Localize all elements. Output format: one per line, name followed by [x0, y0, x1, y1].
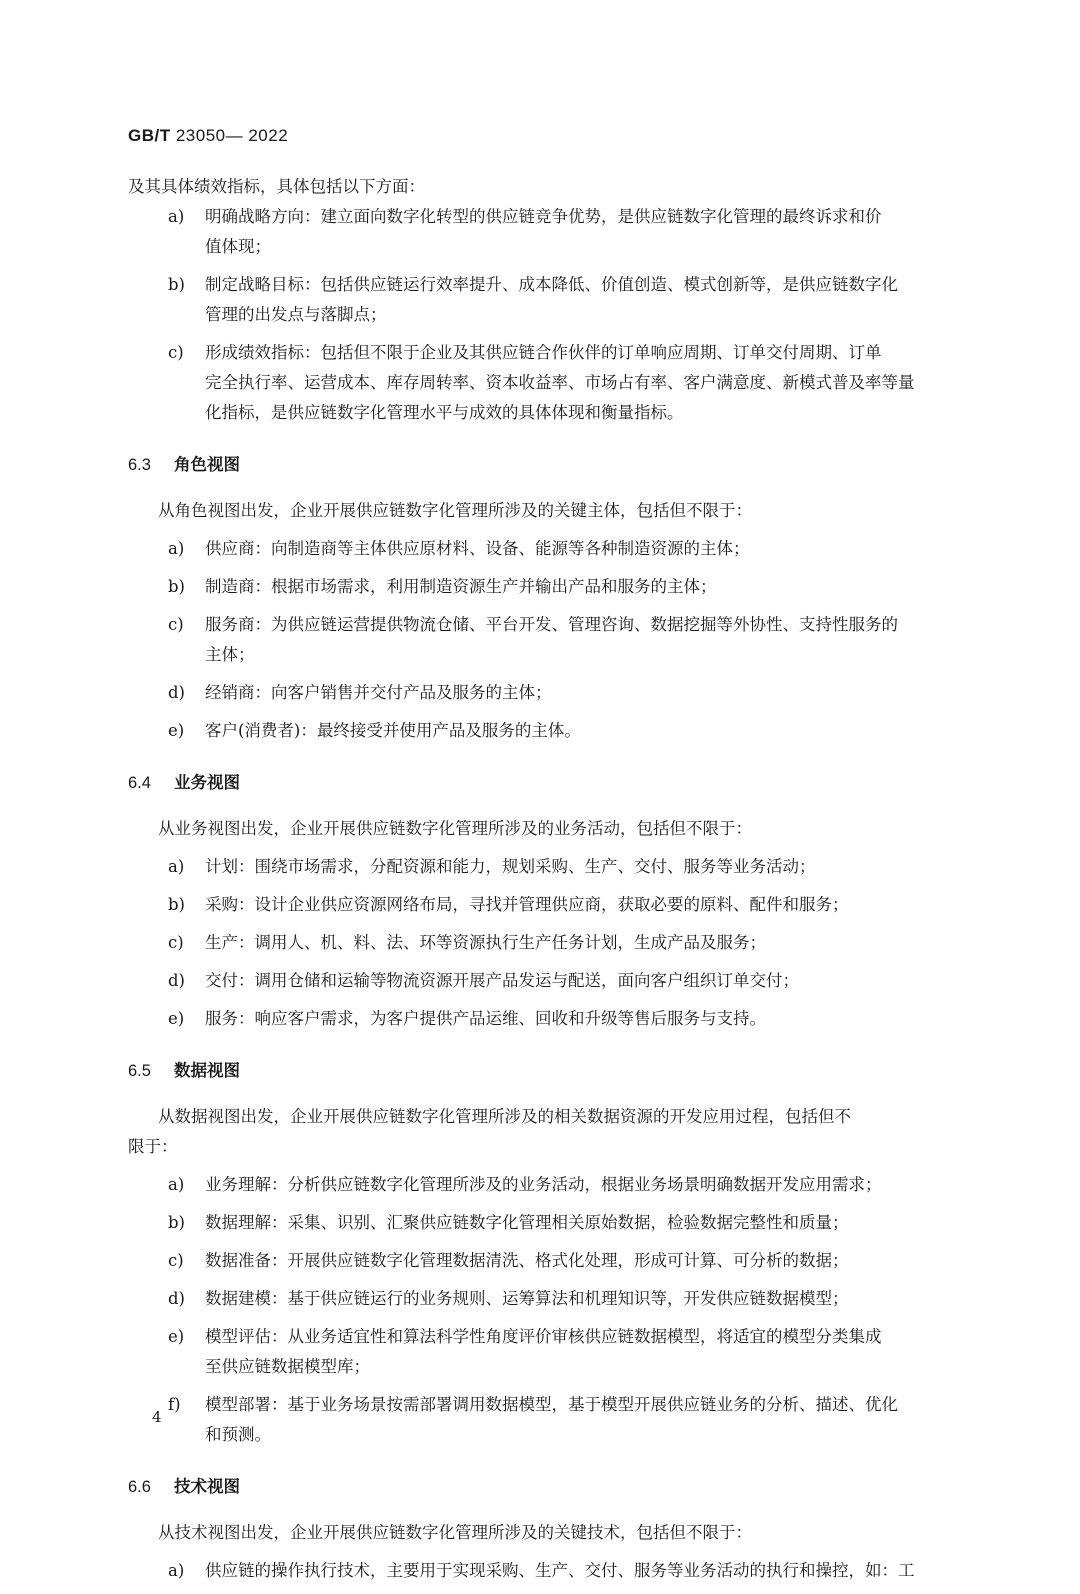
list-item	[128, 338, 960, 368]
item-spacer	[128, 1162, 960, 1170]
item-spacer	[128, 1034, 960, 1042]
standard-number: 23050— 2022	[170, 126, 289, 145]
list-item	[128, 678, 960, 708]
section-title: 数据视图	[174, 1061, 240, 1080]
section-list	[128, 534, 960, 754]
standard-code-header	[128, 126, 288, 146]
section-heading	[128, 1056, 960, 1086]
list-item	[128, 1004, 960, 1034]
section-intro: 从技术视图出发，企业开展供应链数字化管理所涉及的关键技术，包括但不限于：	[158, 1523, 752, 1542]
list-marker: a)	[168, 1175, 185, 1194]
list-item-text: 客户(消费者)：最终接受并使用产品及服务的主体。	[205, 721, 581, 740]
item-spacer	[128, 262, 960, 270]
list-marker: a)	[168, 539, 185, 558]
item-spacer	[128, 746, 960, 754]
list-marker: c)	[168, 1251, 184, 1270]
section-heading	[128, 768, 960, 798]
page-number: 4	[152, 1408, 162, 1426]
list-item	[128, 202, 960, 232]
standard-prefix: GB/T	[128, 126, 171, 145]
item-spacer	[128, 602, 960, 610]
list-marker: d)	[168, 971, 185, 990]
list-marker: b)	[168, 275, 185, 294]
section-6-5	[128, 1056, 960, 1458]
item-spacer	[128, 428, 960, 436]
item-spacer	[128, 1276, 960, 1284]
item-spacer	[128, 1200, 960, 1208]
section-6-4	[128, 768, 960, 1042]
list-item-text: 模型评估：从业务适宜性和算法科学性角度评价审核供应链数据模型，将适宜的模型分类集成	[205, 1327, 882, 1346]
list-item	[128, 1322, 960, 1352]
item-spacer	[128, 1382, 960, 1390]
list-item	[128, 1170, 960, 1200]
list-item-text: 模型部署：基于业务场景按需部署调用数据模型，基于模型开展供应链业务的分析、描述、优化	[205, 1395, 898, 1414]
section-number: 6.3	[128, 456, 151, 474]
item-spacer	[128, 882, 960, 890]
section-heading	[128, 1472, 960, 1502]
section-title: 技术视图	[174, 1477, 240, 1496]
list-item-continuation: 完全执行率、运营成本、库存周转率、资本收益率、市场占有率、客户满意度、新模式普及率等量	[205, 373, 915, 392]
item-spacer	[128, 1586, 960, 1594]
intro-paragraph: 及其具体绩效指标，具体包括以下方面：	[128, 177, 425, 196]
list-item	[128, 610, 960, 640]
list-item-continuation: 主体；	[205, 645, 255, 664]
list-item-text: 交付：调用仓储和运输等物流资源开展产品发运与配送，面向客户组织订单交付；	[205, 971, 799, 990]
list-item-continuation: 管理的出发点与落脚点；	[205, 305, 387, 324]
list-item	[128, 852, 960, 882]
list-item	[128, 966, 960, 996]
list-marker: b)	[168, 577, 185, 596]
item-spacer	[128, 526, 960, 534]
list-item-text: 明确战略方向：建立面向数字化转型的供应链竞争优势，是供应链数字化管理的最终诉求和价	[205, 207, 882, 226]
list-marker: a)	[168, 1561, 185, 1580]
list-item-text: 数据准备：开展供应链数字化管理数据清洗、格式化处理，形成可计算、可分析的数据；	[205, 1251, 849, 1270]
list-item-text: 数据理解：采集、识别、汇聚供应链数字化管理相关原始数据，检验数据完整性和质量；	[205, 1213, 849, 1232]
list-marker: d)	[168, 1289, 185, 1308]
list-item-text: 供应链的操作执行技术，主要用于实现采购、生产、交付、服务等业务活动的执行和操控，如：工	[205, 1561, 915, 1580]
list-item-text: 业务理解：分析供应链数字化管理所涉及的业务活动，根据业务场景明确数据开发应用需求；	[205, 1175, 882, 1194]
list-item	[128, 1556, 960, 1586]
item-spacer	[128, 1548, 960, 1556]
item-spacer	[128, 844, 960, 852]
item-spacer	[128, 564, 960, 572]
section-list	[128, 1170, 960, 1458]
section-number: 6.4	[128, 774, 151, 792]
list-item-continuation: 和预测。	[205, 1425, 271, 1444]
item-spacer	[128, 1450, 960, 1458]
section-title: 业务视图	[174, 773, 240, 792]
item-spacer	[128, 330, 960, 338]
item-spacer	[128, 670, 960, 678]
item-spacer	[128, 996, 960, 1004]
list-item-continuation: 化指标，是供应链数字化管理水平与成效的具体体现和衡量指标。	[205, 403, 684, 422]
section-list	[128, 1556, 960, 1594]
item-spacer	[128, 920, 960, 928]
list-marker: f)	[168, 1395, 181, 1414]
list-item	[128, 1208, 960, 1238]
list-item-text: 制造商：根据市场需求，利用制造资源生产并输出产品和服务的主体；	[205, 577, 717, 596]
list-marker: c)	[168, 615, 184, 634]
list-marker: a)	[168, 857, 185, 876]
list-item-text: 制定战略目标：包括供应链运行效率提升、成本降低、价值创造、模式创新等，是供应链数字化	[205, 275, 898, 294]
list-item-text: 服务商：为供应链运营提供物流仓储、平台开发、管理咨询、数据挖掘等外协性、支持性服务的	[205, 615, 898, 634]
list-marker: e)	[168, 1009, 185, 1028]
section-intro: 限于：	[128, 1137, 178, 1156]
list-item	[128, 534, 960, 564]
list-item-text: 供应商：向制造商等主体供应原材料、设备、能源等各种制造资源的主体；	[205, 539, 750, 558]
section-title: 角色视图	[174, 455, 240, 474]
list-item-text: 生产：调用人、机、料、法、环等资源执行生产任务计划，生成产品及服务；	[205, 933, 766, 952]
section-number: 6.6	[128, 1478, 151, 1496]
section-intro: 从数据视图出发，企业开展供应链数字化管理所涉及的相关数据资源的开发应用过程，包括但不	[158, 1107, 851, 1126]
section-heading	[128, 450, 960, 480]
item-spacer	[128, 958, 960, 966]
section-6-6	[128, 1472, 960, 1594]
list-item	[128, 572, 960, 602]
list-item-text: 采购：设计企业供应资源网络布局，寻找并管理供应商，获取必要的原料、配件和服务；	[205, 895, 849, 914]
list-item	[128, 890, 960, 920]
section-number: 6.5	[128, 1062, 151, 1080]
list-item-text: 服务：响应客户需求，为客户提供产品运维、回收和升级等售后服务与支持。	[205, 1009, 766, 1028]
list-item	[128, 1246, 960, 1276]
list-marker: e)	[168, 1327, 185, 1346]
list-marker: d)	[168, 683, 185, 702]
list-item-text: 计划：围绕市场需求，分配资源和能力，规划采购、生产、交付、服务等业务活动；	[205, 857, 816, 876]
list-item-text: 经销商：向客户销售并交付产品及服务的主体；	[205, 683, 552, 702]
item-spacer	[128, 708, 960, 716]
list-item-text: 形成绩效指标：包括但不限于企业及其供应链合作伙伴的订单响应周期、订单交付周期、订单	[205, 343, 882, 362]
list-marker: b)	[168, 895, 185, 914]
document-body	[128, 172, 960, 1594]
list-marker: b)	[168, 1213, 185, 1232]
list-marker: e)	[168, 721, 185, 740]
section-intro: 从业务视图出发，企业开展供应链数字化管理所涉及的业务活动，包括但不限于：	[158, 819, 752, 838]
section-6-3	[128, 450, 960, 754]
list-item	[128, 716, 960, 746]
list-marker: c)	[168, 933, 184, 952]
list-item-continuation: 至供应链数据模型库；	[205, 1357, 370, 1376]
section-list	[128, 852, 960, 1042]
list-marker: a)	[168, 207, 185, 226]
list-item	[128, 1284, 960, 1314]
list-marker: c)	[168, 343, 184, 362]
performance-list	[128, 202, 960, 436]
item-spacer	[128, 1238, 960, 1246]
list-item	[128, 928, 960, 958]
list-item-continuation: 值体现；	[205, 237, 271, 256]
list-item-text: 数据建模：基于供应链运行的业务规则、运筹算法和机理知识等，开发供应链数据模型；	[205, 1289, 849, 1308]
list-item	[128, 270, 960, 300]
section-intro: 从角色视图出发，企业开展供应链数字化管理所涉及的关键主体，包括但不限于：	[158, 501, 752, 520]
list-item	[128, 1390, 960, 1420]
sections-container	[128, 450, 960, 1594]
item-spacer	[128, 1314, 960, 1322]
